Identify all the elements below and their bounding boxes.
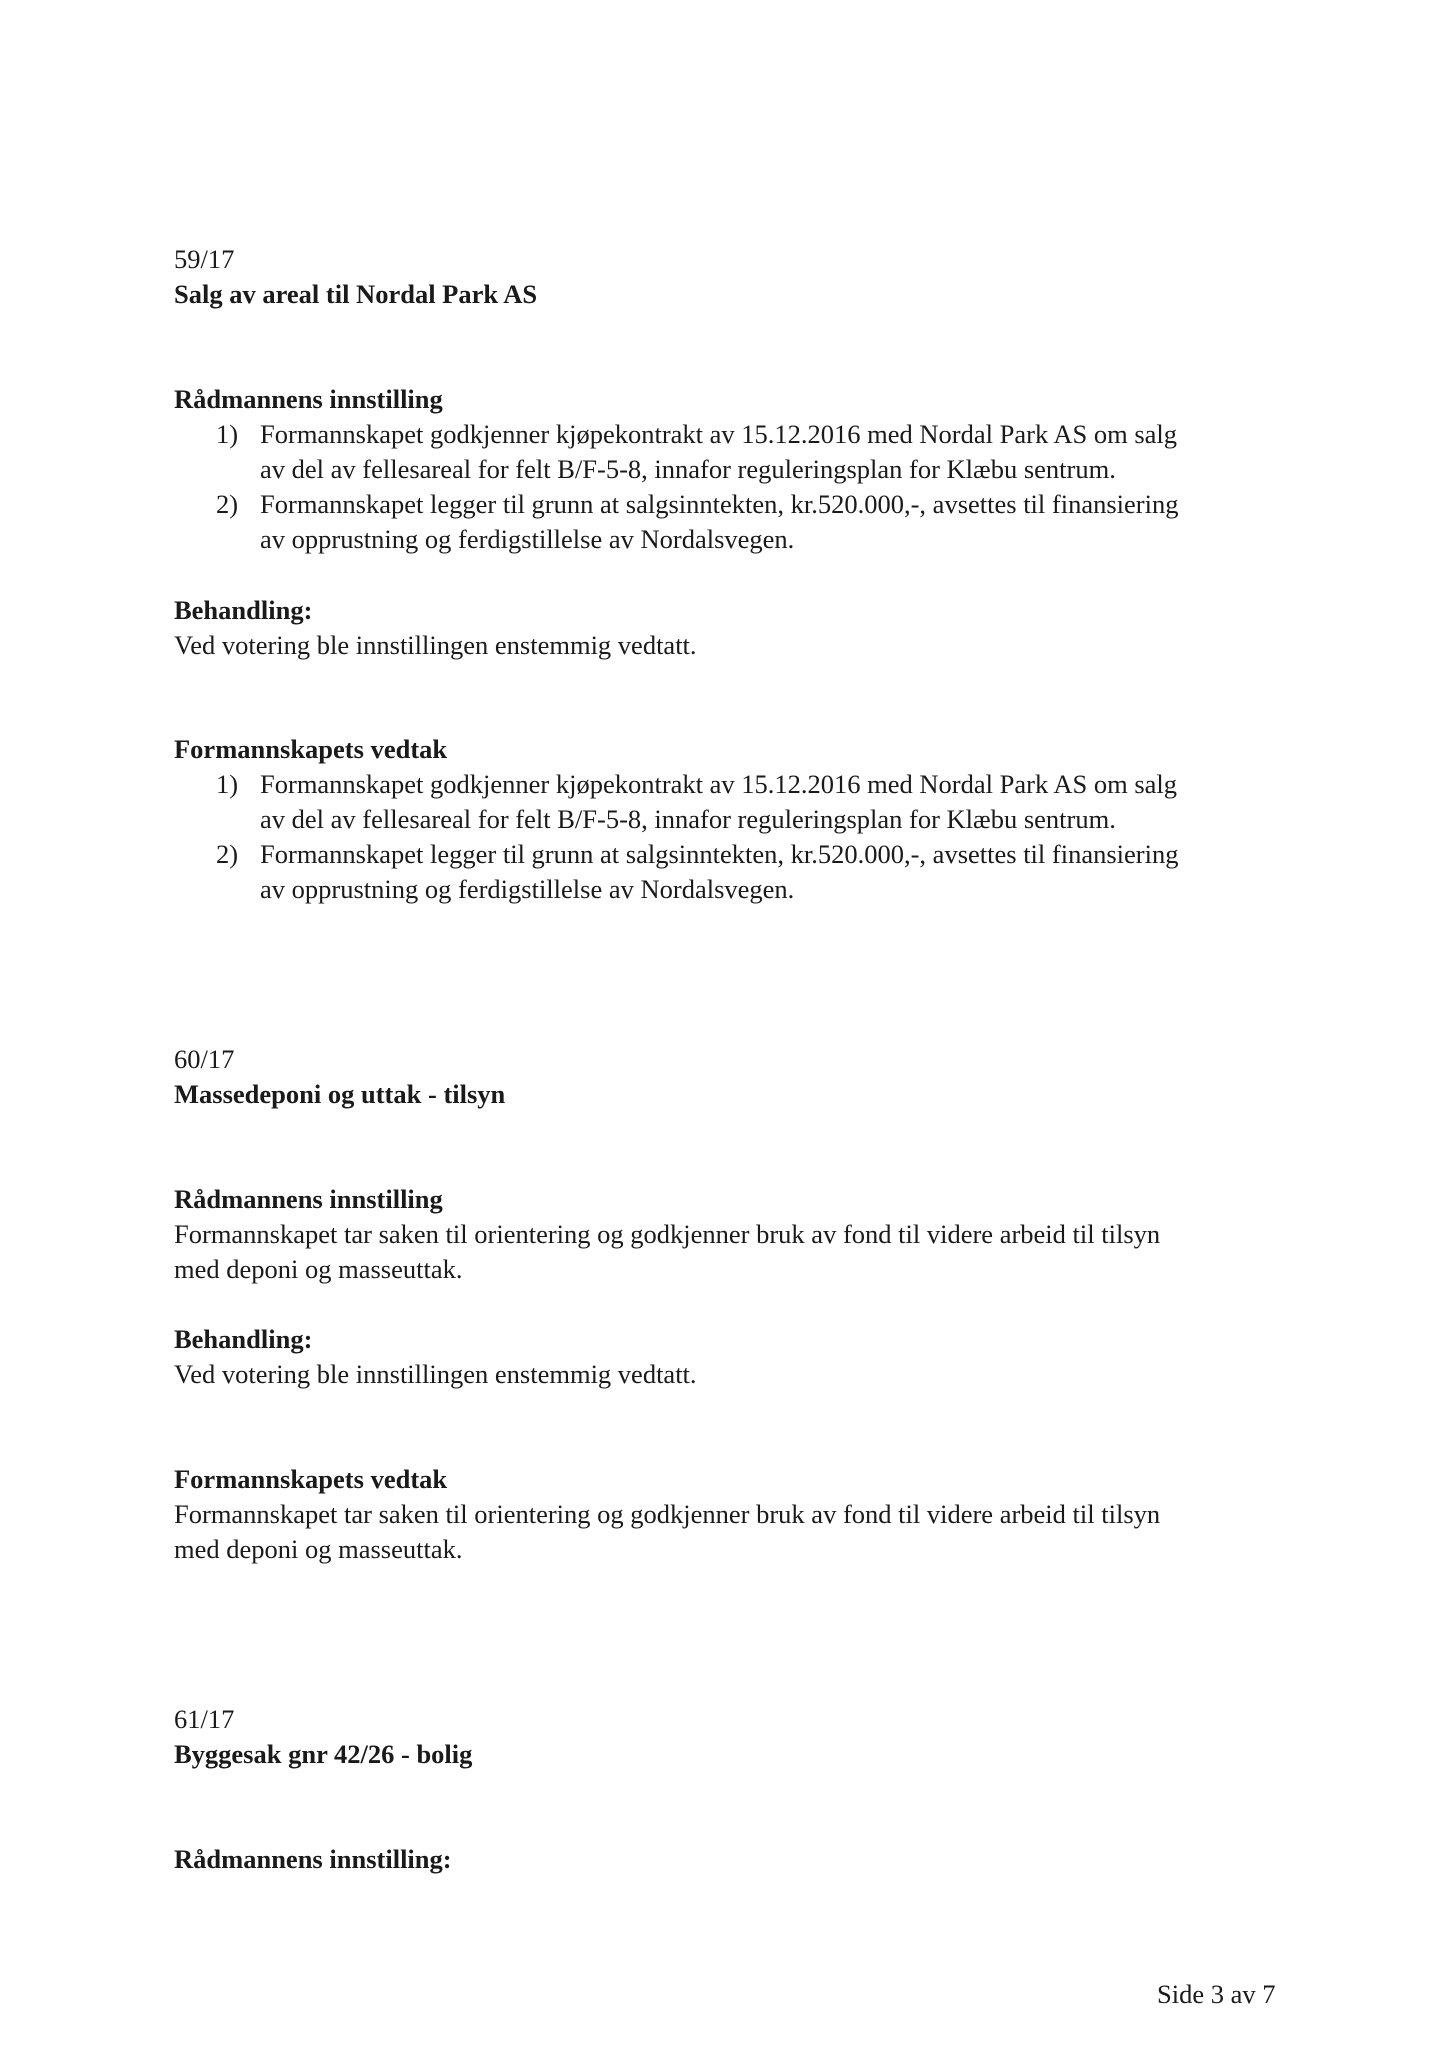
recommendation-list [174,417,1178,557]
treatment-heading: Behandling: [174,595,313,625]
case-number: 59/17 [174,244,235,274]
list-item-line: Formannskapet legger til grunn at salgsinntekten, kr.520.000,-, avsettes til finansiering [260,839,1179,869]
recommendation-text-line: Formannskapet tar saken til orientering og godkjenner bruk av fond til videre arbeid til tilsyn [174,1219,1161,1249]
case-title: Byggesak gnr 42/26 - bolig [174,1739,473,1769]
list-item [174,487,1178,557]
treatment-heading: Behandling: [174,1324,313,1354]
treatment-text: Ved votering ble innstillingen enstemmig vedtatt. [174,630,697,660]
recommendation-text-line: med deponi og masseuttak. [174,1254,463,1284]
page-number: Side 3 av 7 [1157,1978,1276,2009]
decision-text-line: Formannskapet tar saken til orientering og godkjenner bruk av fond til videre arbeid til tilsyn [174,1499,1161,1529]
list-item-number: 1) [216,769,239,799]
recommendation-heading: Rådmannens innstilling [174,384,443,414]
list-item-line: av opprustning og ferdigstillelse av Nordalsvegen. [260,524,795,554]
list-item-number: 2) [216,489,239,519]
recommendation-heading: Rådmannens innstilling [174,1184,443,1214]
case-number: 60/17 [174,1044,235,1074]
case-title: Massedeponi og uttak - tilsyn [174,1079,506,1109]
list-item-line: av del av fellesareal for felt B/F-5-8, innafor reguleringsplan for Klæbu sentrum. [260,804,1116,834]
list-item [174,417,1178,487]
list-item-number: 1) [216,419,239,449]
decision-list [174,767,1178,907]
list-item-line: Formannskapet godkjenner kjøpekontrakt av 15.12.2016 med Nordal Park AS om salg [260,769,1178,799]
treatment-text: Ved votering ble innstillingen enstemmig vedtatt. [174,1359,697,1389]
list-item [174,837,1178,907]
recommendation-heading: Rådmannens innstilling: [174,1844,452,1874]
decision-heading: Formannskapets vedtak [174,1464,448,1494]
list-item-line: av del av fellesareal for felt B/F-5-8, innafor reguleringsplan for Klæbu sentrum. [260,454,1116,484]
case-number: 61/17 [174,1704,235,1734]
list-item-line: Formannskapet legger til grunn at salgsinntekten, kr.520.000,-, avsettes til finansiering [260,489,1179,519]
list-item-line: av opprustning og ferdigstillelse av Nordalsvegen. [260,874,795,904]
list-item [174,767,1178,837]
decision-text-line: med deponi og masseuttak. [174,1534,463,1564]
list-item-line: Formannskapet godkjenner kjøpekontrakt av 15.12.2016 med Nordal Park AS om salg [260,419,1178,449]
decision-heading: Formannskapets vedtak [174,734,448,764]
case-title: Salg av areal til Nordal Park AS [174,279,538,309]
list-item-number: 2) [216,839,239,869]
